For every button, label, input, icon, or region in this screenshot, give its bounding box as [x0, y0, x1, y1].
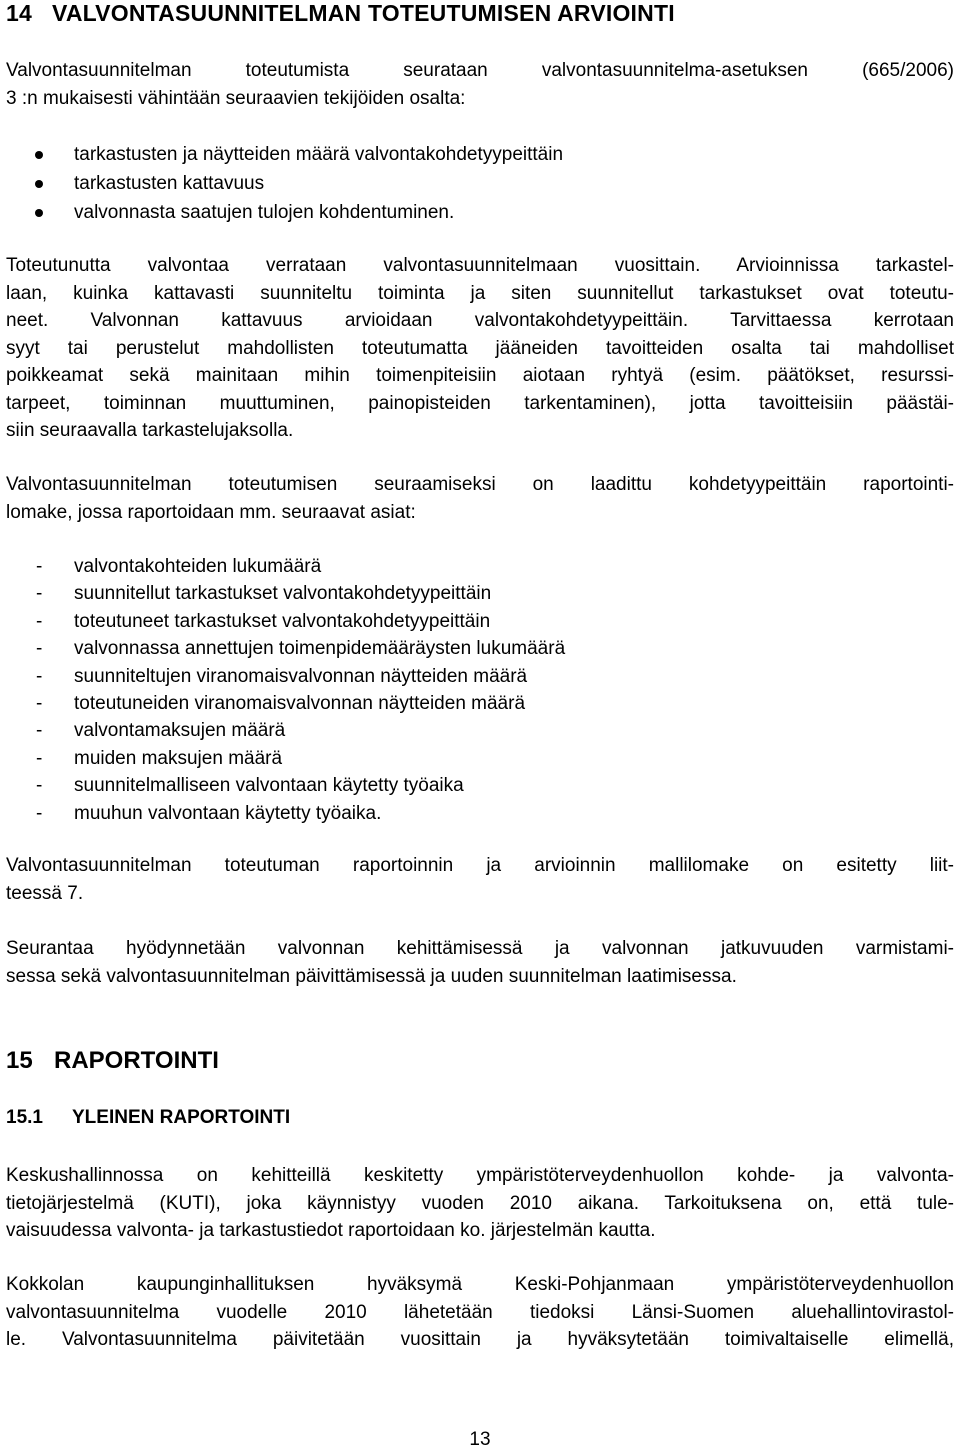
text-line: tarpeet, toiminnan muuttuminen, painopisteiden tarkentaminen), jotta tavoitteisiin päästäi- — [6, 392, 954, 414]
dash-text: valvontamaksujen määrä — [74, 720, 286, 742]
text-line: neet. Valvonnan kattavuus arvioidaan valvontakohdetyypeittäin. Tarvittaessa kerrotaan — [6, 310, 954, 331]
section-15-1-paragraph-1 — [6, 1162, 954, 1245]
section-14-heading — [6, 0, 675, 26]
section-15-1-number: 15.1 — [6, 1107, 43, 1128]
dash-item — [6, 772, 954, 799]
text-line: Valvontasuunnitelman toteutumisen seuraamiseksi on laadittu kohdetyypeittäin raportointi- — [6, 474, 954, 495]
section-14-number: 14 — [6, 0, 32, 26]
dash-item — [6, 800, 954, 827]
dash-text: suunniteltujen viranomaisvalvonnan näytteiden määrä — [74, 665, 528, 687]
bullet-item — [6, 140, 954, 169]
text-line: sessa sekä valvontasuunnitelman päivittämisessä ja uuden suunnitelman laatimisessa. — [6, 965, 737, 987]
text-line: 3 :n mukaisesti vähintään seuraavien tekijöiden osalta: — [6, 87, 466, 109]
dash-item — [6, 553, 954, 580]
dash-marker: - — [36, 583, 43, 605]
dash-item — [6, 690, 954, 717]
text-line: vaisuudessa valvonta- ja tarkastustiedot raportoidaan ko. järjestelmän kautta. — [6, 1220, 656, 1241]
section-14-paragraph-3 — [6, 471, 954, 526]
bullet-item — [6, 169, 954, 198]
dash-text: toteutuneet tarkastukset valvontakohdetyypeittäin — [74, 610, 491, 632]
dash-text: valvonnassa annettujen toimenpidemääräysten lukumäärä — [74, 638, 566, 660]
dash-marker: - — [36, 775, 43, 797]
text-line: siin seuraavalla tarkastelujaksolla. — [6, 420, 294, 441]
bullet-icon — [35, 151, 43, 159]
text-line: le. Valvontasuunnitelma päivitetään vuosittain ja hyväksytetään toimivaltaiselle elimellä, — [6, 1329, 954, 1350]
dash-item — [6, 608, 954, 635]
dash-item — [6, 717, 954, 744]
dash-marker: - — [36, 665, 43, 687]
bullet-text: tarkastusten kattavuus — [74, 173, 265, 194]
text-line: Valvontasuunnitelman toteutuman raportoinnin ja arvioinnin mallilomake on esitetty liit- — [6, 855, 954, 876]
dash-text: valvontakohteiden lukumäärä — [74, 556, 322, 577]
bullet-icon — [35, 209, 43, 217]
section-15-title: RAPORTOINTI — [54, 1047, 219, 1074]
text-line: laan, kuinka kattavasti suunniteltu toiminta ja siten suunnitellut tarkastukset ovat toteutu- — [6, 282, 954, 304]
bullet-text: valvonnasta saatujen tulojen kohdentuminen. — [74, 202, 455, 223]
text-line: lomake, jossa raportoidaan mm. seuraavat asiat: — [6, 501, 416, 523]
text-line: Kokkolan kaupunginhallituksen hyväksymä Keski-Pohjanmaan ympäristöterveydenhuollon — [6, 1274, 954, 1295]
dash-marker: - — [36, 720, 43, 742]
text-line: tietojärjestelmä (KUTI), joka käynnistyy vuoden 2010 aikana. Tarkoituksena on, että tule- — [6, 1192, 954, 1214]
text-line: Toteutunutta valvontaa verrataan valvontasuunnitelmaan vuosittain. Arvioinnissa tarkastel- — [6, 255, 954, 276]
dash-marker: - — [36, 638, 43, 660]
dash-text: muuhun valvontaan käytetty työaika. — [74, 802, 382, 824]
dash-text: suunnitellut tarkastukset valvontakohdetyypeittäin — [74, 583, 492, 605]
dash-list — [6, 553, 954, 827]
text-line: Valvontasuunnitelman toteutumista seurataan valvontasuunnitelma-asetuksen (665/2006) — [6, 60, 954, 81]
text-line: Keskushallinnossa on kehitteillä keskitetty ympäristöterveydenhuollon kohde- ja valvonta- — [6, 1165, 954, 1186]
text-line: valvontasuunnitelma vuodelle 2010 lähetetään tiedoksi Länsi-Suomen aluehallintovirastol- — [6, 1301, 954, 1323]
bullet-list — [6, 140, 954, 227]
dash-marker: - — [36, 802, 43, 824]
section-14-intro — [6, 57, 954, 112]
section-15-1-paragraph-2 — [6, 1271, 954, 1354]
dash-marker: - — [36, 692, 43, 714]
text-line: syyt tai perustelut mahdollisten toteutumatta jääneiden tavoitteiden osalta tai mahdolliset — [6, 337, 954, 359]
dash-item — [6, 580, 954, 607]
dash-marker: - — [36, 556, 43, 577]
dash-text: toteutuneiden viranomaisvalvonnan näytteiden määrä — [74, 692, 526, 714]
dash-marker: - — [36, 747, 43, 769]
bullet-item — [6, 198, 954, 227]
dash-text: muiden maksujen määrä — [74, 747, 283, 769]
text-line: teessä 7. — [6, 882, 84, 904]
text-line: poikkeamat sekä mainitaan mihin toimenpiteisiin aiotaan ryhtyä (esim. päätökset, resurssi- — [6, 365, 954, 386]
dash-marker: - — [36, 610, 43, 632]
dash-item — [6, 745, 954, 772]
dash-item — [6, 663, 954, 690]
section-14-paragraph-5 — [6, 935, 954, 990]
section-15-1-heading — [6, 1106, 290, 1130]
section-14-paragraph-4 — [6, 852, 954, 907]
text-line: Seurantaa hyödynnetään valvonnan kehittämisessä ja valvonnan jatkuvuuden varmistami- — [6, 938, 954, 959]
dash-item — [6, 635, 954, 662]
bullet-icon — [35, 180, 43, 188]
section-15-1-title: YLEINEN RAPORTOINTI — [72, 1107, 291, 1128]
section-15-heading — [6, 1047, 219, 1075]
section-14-paragraph-2 — [6, 252, 954, 445]
bullet-text: tarkastusten ja näytteiden määrä valvontakohdetyypeittäin — [74, 144, 564, 165]
section-14-title: VALVONTASUUNNITELMAN TOTEUTUMISEN ARVIOINTI — [52, 0, 675, 26]
dash-text: suunnitelmalliseen valvontaan käytetty työaika — [74, 775, 464, 797]
page-number: 13 — [469, 1429, 491, 1450]
section-15-number: 15 — [6, 1047, 33, 1074]
